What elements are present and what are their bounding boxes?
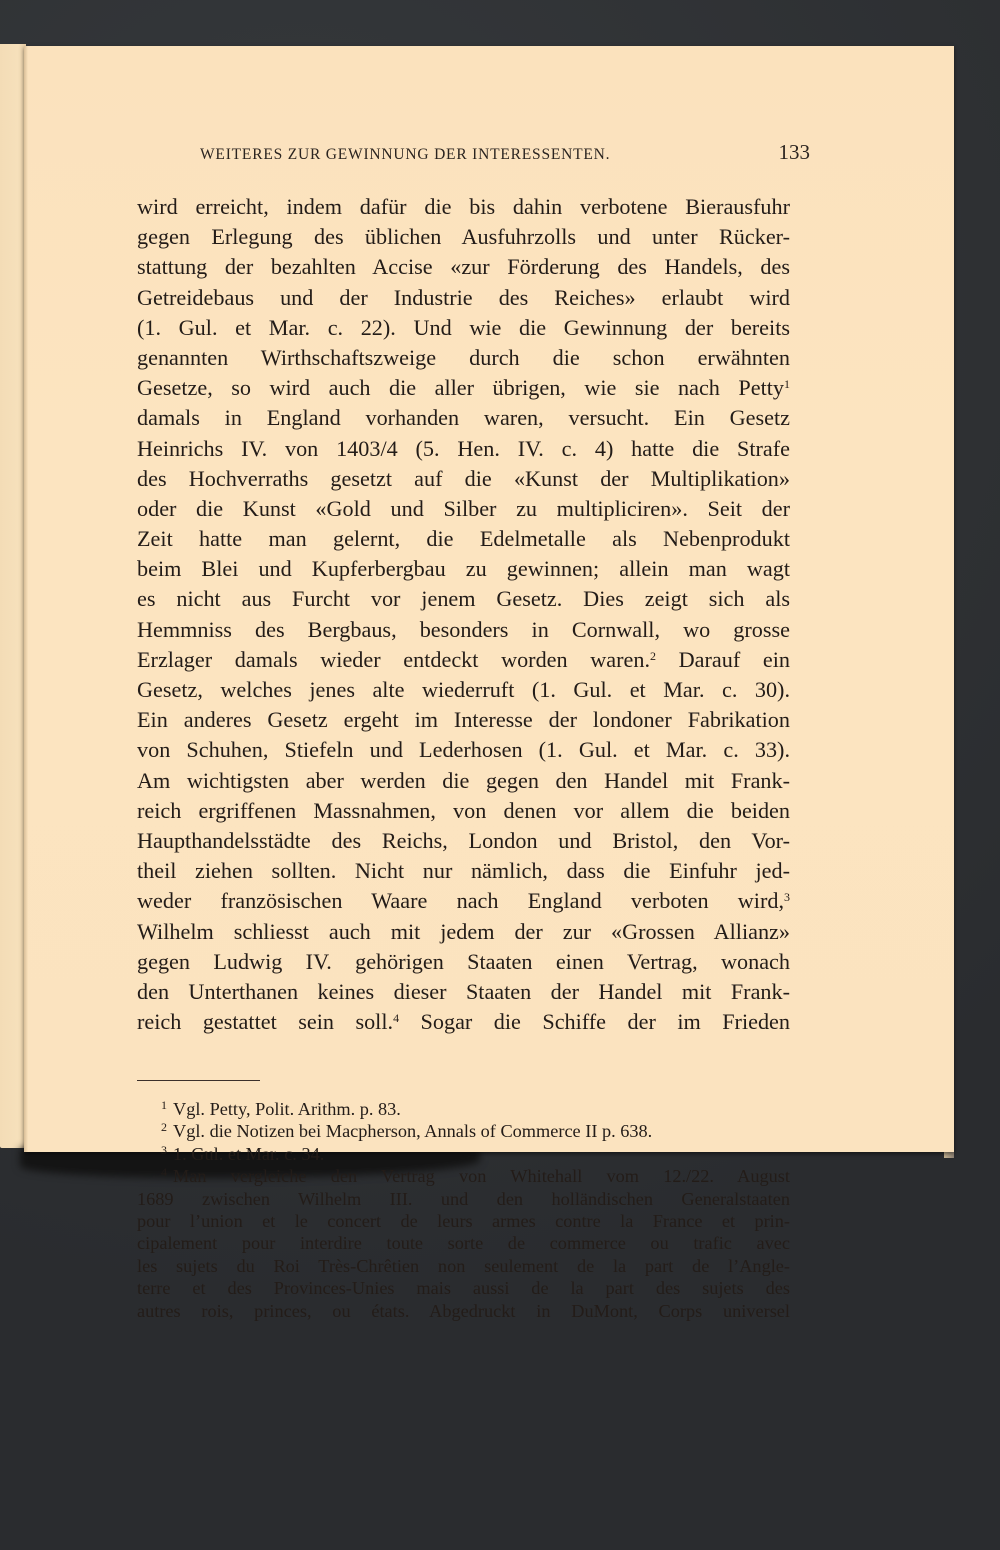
page-number: 133 <box>778 140 810 164</box>
line-text: Haupthandelsstädte des Reichs, London und Bristol, den Vor- <box>137 827 790 853</box>
text-line <box>137 434 790 464</box>
footnote-text: autres rois, princes, ou états. Abgedruckt in DuMont, Corps universel <box>137 1300 790 1321</box>
footnote-4-continued <box>137 1255 790 1277</box>
text-line <box>137 584 790 614</box>
footnote-text: Vgl. Petty, Polit. Arithm. p. 83. <box>173 1099 401 1119</box>
footnote-reference[interactable]: 2 <box>650 648 657 663</box>
line-text: weder französischen Waare nach England verboten wird, <box>137 888 784 914</box>
line-text: theil ziehen sollten. Nicht nur nämlich, dass die Einfuhr jed- <box>137 858 790 884</box>
footnote-number: 4 <box>161 1165 167 1180</box>
text-line <box>137 917 790 947</box>
text-line <box>137 947 790 977</box>
footnote-divider <box>137 1080 260 1081</box>
text-line <box>137 252 790 282</box>
footnote-text: 1. Gul. et Mar. c. 34. <box>173 1143 325 1164</box>
line-text: Hemmniss des Bergbaus, besonders in Cornwall, wo grosse <box>137 616 790 642</box>
footnote-number: 2 <box>161 1120 167 1135</box>
line-text: des Hochverraths gesetzt auf die «Kunst der Multiplikation» <box>137 465 790 491</box>
line-text: damals in England vorhanden waren, versucht. Ein Gesetz <box>137 405 790 431</box>
footnote-reference[interactable]: 3 <box>784 890 790 905</box>
footnote-text: Man vergleiche den Vertrag von Whitehall vom 12./22. August <box>173 1166 790 1187</box>
text-line <box>137 886 790 916</box>
body-text <box>137 192 790 1037</box>
text-line <box>137 856 790 886</box>
text-line <box>137 313 790 343</box>
text-line <box>137 343 790 373</box>
line-text: beim Blei und Kupferbergbau zu gewinnen; allein man wagt <box>137 556 790 582</box>
footnote-3 <box>137 1143 790 1165</box>
line-text: von Schuhen, Stiefeln und Lederhosen (1. Gul. et Mar. c. 33). <box>137 737 790 763</box>
line-text: reich gestattet sein soll. <box>137 1009 394 1035</box>
line-text: es nicht aus Furcht vor jenem Gesetz. Dies zeigt sich als <box>137 586 790 612</box>
footnote-number: 1 <box>161 1098 167 1112</box>
facing-page-edge <box>0 44 26 1148</box>
footnote-text: terre et des Provinces-Unies mais aussi de la part des sujets des <box>137 1278 790 1299</box>
footnote-4-continued <box>137 1210 790 1232</box>
text-line <box>137 675 790 705</box>
footnote-1 <box>137 1098 790 1120</box>
line-text: Gesetz, welches jenes alte wiederruft (1. Gul. et Mar. c. 30). <box>137 677 790 702</box>
line-text-continued: Sogar die Schiffe der im Frieden <box>399 1009 790 1035</box>
footnote-text: les sujets du Roi Très-Chrêtien non seulement de la part de l’Angle- <box>137 1255 790 1276</box>
footnote-reference[interactable]: 1 <box>784 377 790 392</box>
text-line <box>137 464 790 494</box>
running-title: WEITERES ZUR GEWINNUNG DER INTERESSENTEN. <box>200 146 611 163</box>
line-text-continued: Darauf ein <box>656 646 790 672</box>
text-line <box>137 554 790 584</box>
footnote-text: Vgl. die Notizen bei Macpherson, Annals of Commerce II p. 638. <box>173 1121 653 1142</box>
footnote-number: 3 <box>161 1142 167 1157</box>
line-text: (1. Gul. et Mar. c. 22). Und wie die Gewinnung der bereits <box>137 314 790 340</box>
page-gutter <box>24 46 28 1152</box>
line-text: Heinrichs IV. von 1403/4 (5. Hen. IV. c. 4) hatte die Strafe <box>137 435 790 461</box>
text-line <box>137 796 790 826</box>
line-text: Wilhelm schliesst auch mit jedem der zur «Grossen Allianz» <box>137 918 790 944</box>
footnotes <box>137 1098 790 1322</box>
line-text: oder die Kunst «Gold und Silber zu multipliciren». Seit der <box>137 495 790 521</box>
text-line <box>137 705 790 735</box>
text-line <box>137 735 790 765</box>
footnote-text: cipalement pour interdire toute sorte de commerce ou trafic avec <box>137 1233 790 1254</box>
text-line <box>137 192 790 222</box>
line-text: wird erreicht, indem dafür die bis dahin verbotene Bierausfuhr <box>137 194 790 219</box>
text-line <box>137 977 790 1007</box>
text-line <box>137 524 790 554</box>
line-text: Zeit hatte man gelernt, die Edelmetalle als Nebenprodukt <box>137 526 790 552</box>
line-text: stattung der bezahlten Accise «zur Förderung des Handels, des <box>137 254 790 280</box>
text-line <box>137 222 790 252</box>
text-line <box>137 283 790 313</box>
line-text: den Unterthanen keines dieser Staaten der Handel mit Frank- <box>137 978 790 1004</box>
text-line <box>137 615 790 645</box>
line-text: reich ergriffenen Massnahmen, von denen vor allem die beiden <box>137 797 790 823</box>
line-text: gegen Erlegung des üblichen Ausfuhrzolls und unter Rücker- <box>137 224 790 250</box>
footnote-4-continued <box>137 1188 790 1210</box>
footnote-4 <box>137 1165 790 1187</box>
text-line <box>137 494 790 524</box>
text-line <box>137 766 790 796</box>
line-text: Am wichtigsten aber werden die gegen den Handel mit Frank- <box>137 767 790 793</box>
footnote-text: 1689 zwischen Wilhelm III. und den holländischen Generalstaaten <box>137 1188 790 1209</box>
text-line <box>137 373 790 403</box>
footnote-2 <box>137 1120 790 1142</box>
line-text: genannten Wirthschaftszweige durch die schon erwähnten <box>137 344 790 370</box>
line-text: Ein anderes Gesetz ergeht im Interesse der londoner Fabrikation <box>137 707 790 733</box>
text-line <box>137 645 790 675</box>
footnote-4-continued <box>137 1277 790 1299</box>
line-text: Erzlager damals wieder entdeckt worden waren. <box>137 646 651 672</box>
text-line <box>137 1007 790 1037</box>
footnote-reference[interactable]: 4 <box>393 1011 400 1026</box>
text-line <box>137 403 790 433</box>
line-text: Getreidebaus und der Industrie des Reiches» erlaubt wird <box>137 284 790 310</box>
footnote-text: pour l’union et le concert de leurs armes contre la France et prin- <box>137 1210 790 1231</box>
footnote-4-continued <box>137 1232 790 1254</box>
running-head <box>200 140 810 170</box>
footnote-4-continued <box>137 1300 790 1322</box>
text-line <box>137 826 790 856</box>
line-text: gegen Ludwig IV. gehörigen Staaten einen Vertrag, wonach <box>137 948 790 974</box>
line-text: Gesetze, so wird auch die aller übrigen, wie sie nach Petty <box>137 375 784 401</box>
